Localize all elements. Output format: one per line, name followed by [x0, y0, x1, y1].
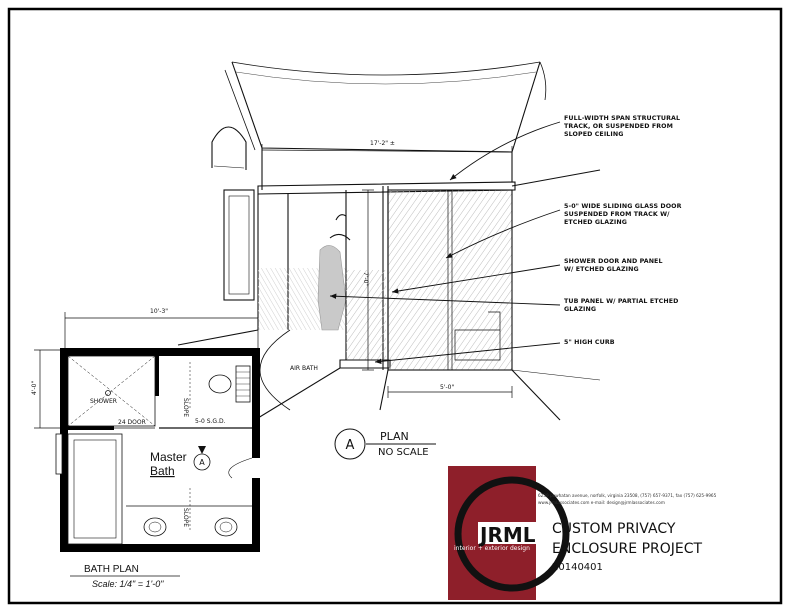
title-block [448, 466, 717, 600]
callout-letter: A [345, 438, 355, 453]
logo-mark: JRML [480, 523, 536, 547]
note-track-1: FULL-WIDTH SPAN STRUCTURAL [564, 115, 681, 122]
project-number: 20140401 [552, 562, 603, 573]
project-title-2: ENCLOSURE PROJECT [552, 541, 703, 557]
plan-sliding-door: 5-0 S.G.D. [195, 418, 226, 425]
plan-shower-label: SHOWER [90, 398, 117, 405]
dim-width-top: 17'-2" ± [370, 140, 395, 147]
plan-side-dim: 4'-0" [31, 380, 38, 395]
logo-tagline: interior + exterior design [454, 545, 530, 552]
plan-callout [335, 429, 436, 459]
note-sliding-1: 5-0" WIDE SLIDING GLASS DOOR [564, 203, 682, 210]
callout-subtitle: NO SCALE [378, 447, 429, 458]
bath-plan [31, 308, 260, 589]
note-track-3: SLOPED CEILING [564, 131, 624, 138]
plan-shower-door: 24 DOOR [118, 419, 146, 426]
note-shower-1: SHOWER DOOR AND PANEL [564, 258, 663, 265]
plan-slope-label-2: SLOPE [182, 508, 189, 528]
plan-slope-label-1: SLOPE [182, 398, 189, 418]
plan-marker: A [199, 458, 205, 467]
callout-title: PLAN [380, 430, 409, 443]
firm-web: www.jrmlassociates.com e-mail: design@jrmlassociates.com [538, 500, 665, 505]
note-sliding-2: SUSPENDED FROM TRACK W/ [564, 211, 670, 218]
plan-room-name-2: Bath [150, 464, 175, 478]
project-title-1: CUSTOM PRIVACY [552, 521, 676, 537]
note-tub-1: TUB PANEL W/ PARTIAL ETCHED [564, 298, 679, 305]
bath-plan-scale: Scale: 1/4" = 1'-0" [92, 579, 164, 589]
note-sliding-3: ETCHED GLAZING [564, 219, 628, 226]
note-shower-2: W/ ETCHED GLAZING [564, 266, 639, 273]
firm-address: 6239 powhatan avenue, norfolk, virginia 23508, (757) 657-9371, fax (757) 625-9965 [538, 493, 717, 498]
dim-height: 7'-0" [362, 272, 369, 287]
label-air-bath: AIR BATH [290, 365, 318, 372]
note-track-2: TRACK, OR SUSPENDED FROM [564, 123, 673, 130]
note-curb: 5" HIGH CURB [564, 339, 615, 346]
dim-door-width: 5'-0" [440, 384, 455, 391]
note-tub-2: GLAZING [564, 306, 597, 313]
bath-plan-title: BATH PLAN [84, 564, 139, 575]
plan-room-name: Master [150, 450, 187, 464]
plan-overall-width: 10'-3" [150, 308, 169, 315]
